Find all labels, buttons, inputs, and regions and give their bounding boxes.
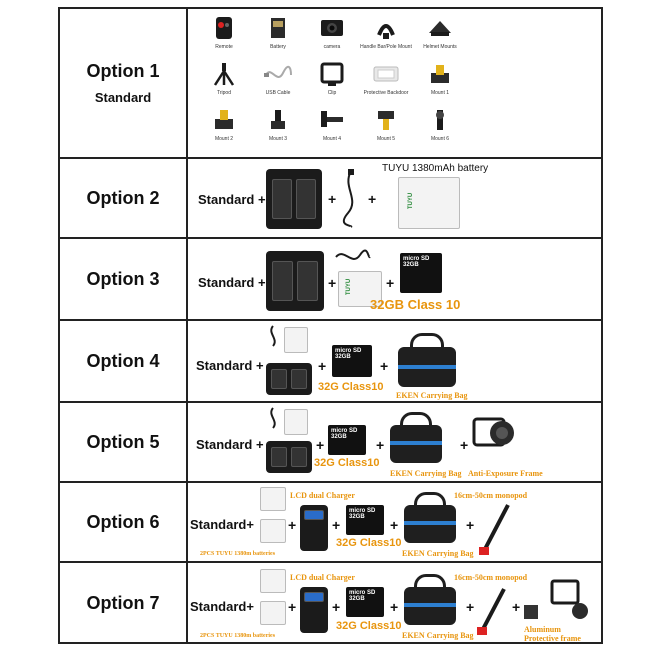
battery-icon: [265, 15, 291, 41]
item-mount-4: Mount 4: [302, 107, 362, 157]
battery-caption: TUYU 1380mAh battery: [382, 163, 489, 174]
sd-card-image: micro SD 32GB: [346, 505, 384, 535]
option-title: Option 4: [86, 350, 160, 371]
item-battery: Battery: [248, 15, 308, 65]
option-title: Option 7: [86, 593, 160, 613]
option-row-1: [60, 9, 601, 159]
batteries-caption: 2PCS TUYU 1380m batteries: [200, 551, 276, 557]
option-row-5: [60, 403, 601, 483]
monopod-image: [478, 501, 514, 559]
option-title: Option 3: [86, 268, 160, 289]
sd-caption: 32G Class10: [336, 537, 402, 549]
item-handle-bar-mount: Handle Bar/Pole Mount: [356, 15, 416, 65]
charger-caption: LCD dual Charger: [290, 573, 355, 582]
battery-image: [260, 569, 286, 593]
option-row-3: [60, 239, 601, 321]
option-label-cell: [60, 403, 188, 481]
battery-image: [260, 601, 286, 625]
sd-card-image: micro SD 32GB: [332, 345, 372, 377]
option-3-contents: Standard + + TUYU + micro SD 32GB 32GB Class 10: [190, 239, 601, 319]
item-clip: Clip: [302, 61, 362, 111]
carrying-bag-image: [390, 425, 442, 463]
lcd-charger-image: [300, 587, 328, 633]
option-row-4: [60, 321, 601, 403]
option-label-cell: [60, 159, 188, 237]
battery-image: [284, 327, 308, 353]
standard-plus-label: Standard +: [196, 437, 264, 452]
sd-caption: 32G Class10: [336, 620, 402, 632]
dual-charger-image: [266, 169, 322, 229]
standard-plus-label: Standard+: [190, 517, 254, 532]
item-tripod: Tripod: [194, 61, 254, 111]
option-1-contents: [190, 9, 601, 157]
frame-caption-line2: Protective frame: [524, 634, 581, 643]
option-7-contents: Standard+ LCD dual Charger 2PCS TUYU 1380m batteries + + micro SD 32GB 32G Class10 + EKEN Carrying Bag + 16cm-50cm monopod + Aluminum Protective frame: [190, 563, 601, 644]
option-comparison-table: [58, 7, 603, 644]
camera-icon: [319, 15, 345, 41]
bag-caption: EKEN Carrying Bag: [402, 631, 474, 640]
usb-cable-image: [340, 169, 362, 229]
option-title: Option 1: [86, 61, 160, 81]
mount-icon: [211, 107, 237, 133]
dual-charger-image: [266, 251, 324, 311]
backdoor-icon: [371, 61, 401, 87]
dual-charger-image: [266, 441, 312, 473]
item-mount-1: Mount 1: [410, 61, 470, 111]
option-label-cell: [60, 9, 188, 157]
battery-image: [260, 487, 286, 511]
batteries-caption: 2PCS TUYU 1380m batteries: [200, 633, 276, 639]
item-usb-cable: USB Cable: [248, 61, 308, 111]
item-helmet-mounts: Helmet Mounts: [410, 15, 470, 65]
option-title: Option 6: [86, 511, 160, 532]
carrying-bag-image: [398, 347, 456, 387]
monopod-caption: 16cm-50cm monopod: [454, 491, 528, 500]
bag-caption: EKEN Carrying Bag: [402, 549, 474, 558]
option-row-2: [60, 159, 601, 239]
option-6-contents: Standard+ LCD dual Charger 2PCS TUYU 1380m batteries + + micro SD 32GB 32G Class10 + EKEN Carrying Bag + 16cm-50cm monopod: [190, 483, 601, 561]
battery-image: [284, 409, 308, 435]
sd-caption: 32G Class10: [314, 457, 380, 469]
helmet-mount-icon: [427, 15, 453, 41]
battery-image: TUYU: [398, 177, 460, 229]
remote-icon: [211, 15, 237, 41]
item-camera: camera: [302, 15, 362, 65]
item-mount-2: Mount 2: [194, 107, 254, 157]
battery-image: [260, 519, 286, 543]
frame-caption: Anti-Exposure Frame: [468, 469, 543, 478]
mount-icon: [427, 61, 453, 87]
option-subtitle: Standard: [94, 90, 152, 105]
monopod-image: [476, 585, 510, 637]
monopod-caption: 16cm-50cm monopod: [454, 573, 528, 582]
sd-card-image: micro SD 32GB: [400, 253, 442, 293]
item-remote: Remote: [194, 15, 254, 65]
standard-plus-label: Standard+: [190, 599, 254, 614]
clip-frame-icon: [319, 61, 345, 87]
sd-card-image: micro SD 32GB: [328, 425, 366, 455]
sd-card-image: micro SD 32GB: [346, 587, 384, 617]
bag-caption: EKEN Carrying Bag: [390, 469, 462, 478]
usb-cable-icon: [263, 61, 293, 87]
option-label-cell: [60, 483, 188, 561]
item-protective-backdoor: Protective Backdoor: [356, 61, 416, 111]
carrying-bag-image: [404, 505, 456, 543]
option-title: Option 2: [86, 187, 160, 208]
option-title: Option 5: [86, 431, 160, 452]
aluminum-frame-image: [522, 577, 600, 625]
option-2-contents: Standard + + + TUYU 1380mAh battery TUYU: [190, 159, 601, 237]
sd-caption: 32GB Class 10: [370, 297, 461, 312]
battery-image: TUYU: [338, 271, 382, 307]
option-row-6: [60, 483, 601, 563]
sd-caption: 32G Class10: [318, 381, 384, 393]
usb-cable-image: [334, 247, 372, 267]
carrying-bag-image: [404, 587, 456, 625]
item-mount-3: Mount 3: [248, 107, 308, 157]
anti-exposure-frame-image: [472, 409, 516, 465]
option-label-cell: [60, 239, 188, 319]
option-label-cell: [60, 563, 188, 644]
mount-icon: [317, 107, 347, 133]
lcd-charger-image: [300, 505, 328, 551]
charger-caption: LCD dual Charger: [290, 491, 355, 500]
mount-icon: [265, 107, 291, 133]
tripod-icon: [211, 61, 237, 87]
standard-plus-label: Standard +: [196, 358, 264, 373]
item-mount-6: Mount 6: [410, 107, 470, 157]
standard-plus-label: Standard +: [198, 275, 266, 290]
item-mount-5: Mount 5: [356, 107, 416, 157]
option-5-contents: Standard + + micro SD 32GB 32G Class10 + EKEN Carrying Bag + Anti-Exposure Frame: [190, 403, 601, 481]
handlebar-mount-icon: [373, 15, 399, 41]
dual-charger-image: [266, 363, 312, 395]
usb-cable-image: [266, 407, 280, 429]
mount-icon: [373, 107, 399, 133]
option-4-contents: Standard + + micro SD 32GB 32G Class10 + EKEN Carrying Bag: [190, 321, 601, 401]
standard-plus-label: Standard +: [198, 192, 266, 207]
option-row-7: [60, 563, 601, 644]
option-label-cell: [60, 321, 188, 401]
frame-caption-line1: Aluminum: [524, 625, 561, 634]
usb-cable-image: [266, 325, 280, 347]
bag-caption: EKEN Carrying Bag: [396, 391, 468, 400]
mount-icon: [427, 107, 453, 133]
